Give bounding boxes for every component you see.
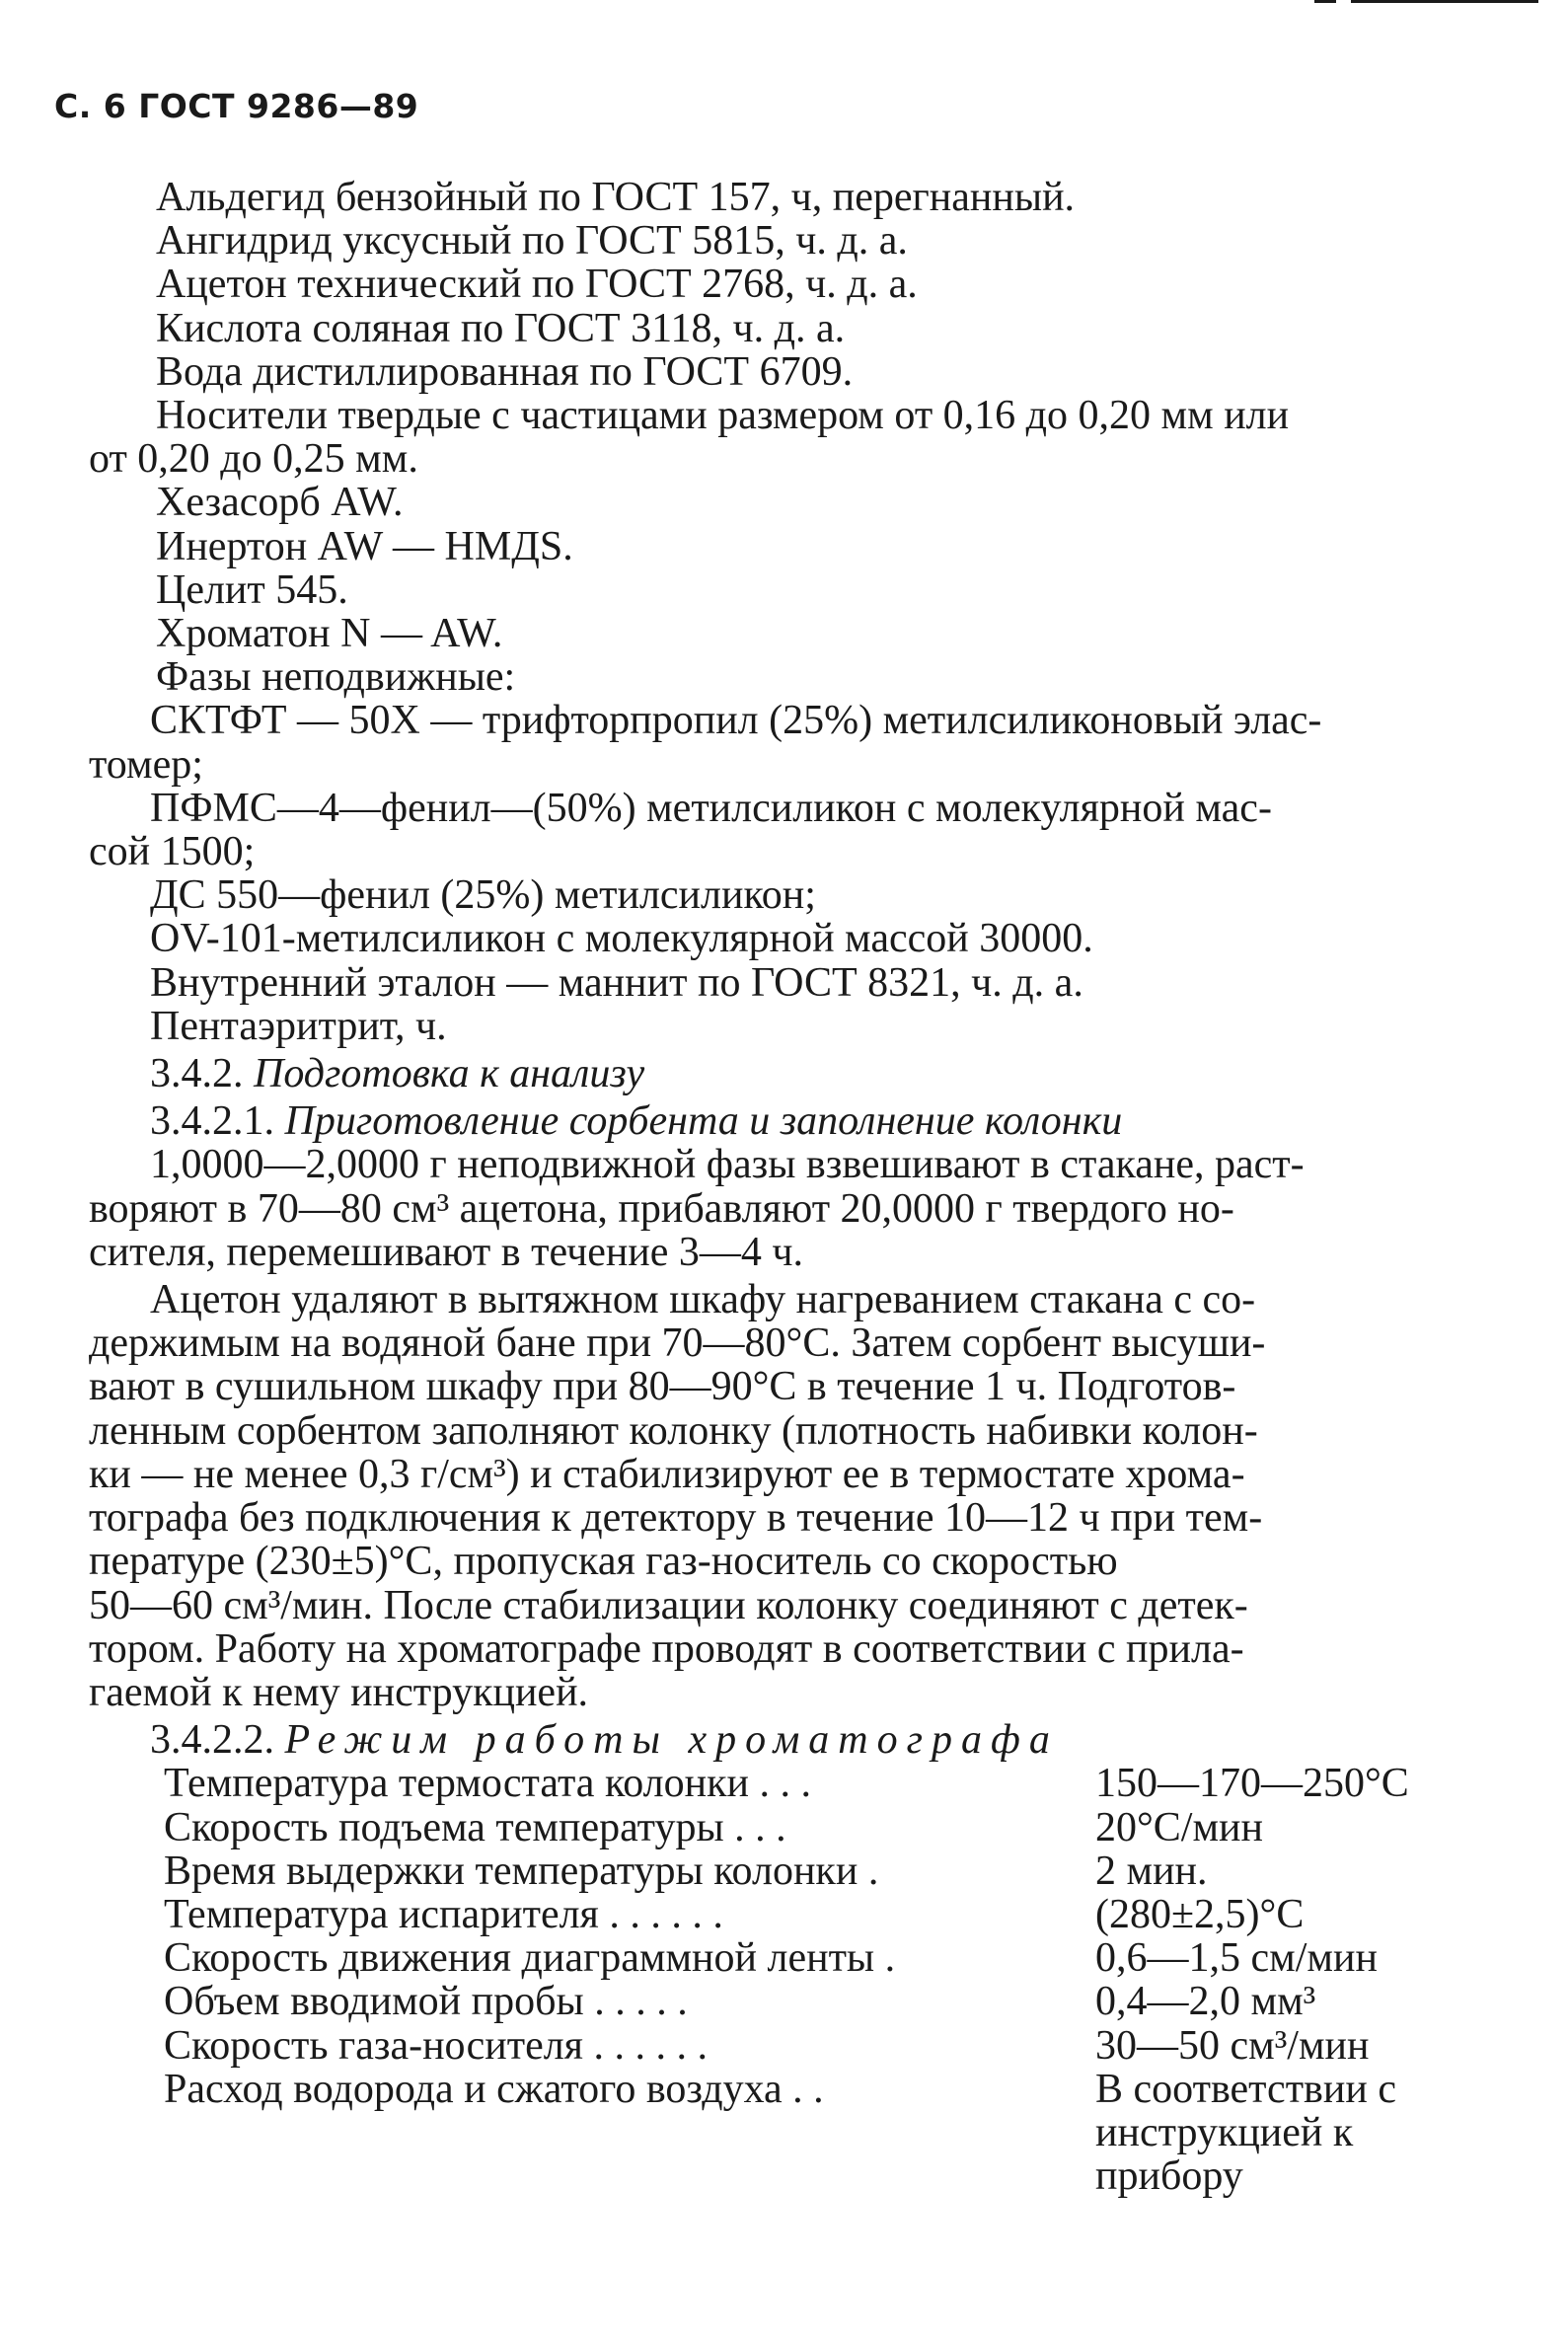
document-body: [89, 176, 1470, 2198]
paragraph-line: вают в сушильном шкафу при 80—90°С в течение 1 ч. Подготов-: [89, 1364, 1236, 1410]
mode-value: инструкцией к: [1095, 2109, 1354, 2155]
mode-value: 0,4—2,0 мм³: [1095, 1979, 1316, 2025]
page-header: С. 6 ГОСТ 9286—89: [54, 87, 419, 125]
mode-label: Скорость подъема температуры . . .: [164, 1805, 786, 1849]
reagent-line: Кислота соляная по ГОСТ 3118, ч. д. а.: [156, 305, 846, 351]
mode-value: 0,6—1,5 см/мин: [1095, 1935, 1378, 1982]
paragraph-line: ленным сорбентом заполняют колонку (плотность набивки колон-: [89, 1407, 1258, 1454]
phase-line: ПФМС—4—фенил—(50%) метилсиликон с молекулярной мас-: [150, 785, 1272, 831]
reagent-line: от 0,20 до 0,25 мм.: [89, 436, 418, 483]
reagent-line: Целит 545.: [156, 566, 348, 613]
reagent-line: Фазы неподвижные:: [156, 654, 516, 701]
reagent-line: Хроматон N — AW.: [156, 611, 503, 657]
mode-label: Объем вводимой пробы . . . . .: [164, 1980, 688, 2024]
paragraph-line: воряют в 70—80 см³ ацетона, прибавляют 20,0000 г твердого но-: [89, 1185, 1234, 1232]
reagent-line: Носители твердые с частицами размером от 0,16 до 0,20 мм или: [156, 393, 1290, 439]
section-heading-3-4-2-1: 3.4.2.1. Приготовление сорбента и заполнение колонки: [150, 1098, 1123, 1145]
mode-label: Скорость движения диаграммной ленты .: [164, 1936, 896, 1981]
mode-label: Скорость газа-носителя . . . . . .: [164, 2023, 708, 2068]
phase-line: сой 1500;: [89, 829, 256, 875]
paragraph-acetone-removal: [89, 1278, 1470, 1714]
mode-label: Время выдержки температуры колонки .: [164, 1849, 879, 1893]
chromatograph-mode-table: [164, 1762, 1470, 2198]
paragraph-line: тором. Работу на хроматографе проводят в соответствии с прила-: [89, 1625, 1244, 1672]
mode-value: 20°С/мин: [1095, 1804, 1264, 1850]
mode-label: [164, 2111, 1095, 2154]
mode-label: Температура термостата колонки . . .: [164, 1762, 811, 1806]
mode-value: (280±2,5)°С: [1095, 1891, 1305, 1937]
paragraph-line: 1,0000—2,0000 г неподвижной фазы взвешивают в стакане, раст-: [150, 1142, 1305, 1188]
mode-value: 30—50 см³/мин: [1095, 2022, 1370, 2069]
mode-value: В соответствии с: [1095, 2066, 1396, 2112]
mode-label: [164, 2154, 1095, 2198]
mode-value: прибору: [1095, 2153, 1243, 2200]
mode-value: 2 мин.: [1095, 1848, 1208, 1894]
reagent-line: Ангидрид уксусный по ГОСТ 5815, ч. д. а.: [156, 218, 908, 264]
reagent-line: Инертон AW — HMДS.: [156, 523, 573, 569]
phase-line: томер;: [89, 741, 203, 788]
paragraph-line: тографа без подключения к детектору в течение 10—12 ч при тем-: [89, 1495, 1263, 1542]
section-heading-3-4-2-2: 3.4.2.2. Режим работы хроматографа: [150, 1717, 1059, 1764]
paragraph-line: сителя, перемешивают в течение 3—4 ч.: [89, 1229, 804, 1275]
mode-value: 150—170—250°С: [1095, 1761, 1409, 1807]
reagent-line: Хезасорб AW.: [156, 480, 404, 526]
etalon-line: Внутренний эталон — маннит по ГОСТ 8321, ч. д. а.: [150, 959, 1083, 1006]
top-rule-short: [1314, 0, 1336, 3]
reagent-line: Альдегид бензойный по ГОСТ 157, ч, перегнанный.: [156, 175, 1076, 220]
paragraph-sorbent-prep: [89, 1143, 1470, 1274]
phase-line: OV-101-метилсиликон с молекулярной массой 30000.: [150, 916, 1093, 962]
paragraph-line: 50—60 см³/мин. После стабилизации колонку соединяют с детек-: [89, 1582, 1248, 1628]
paragraph-line: Ацетон удаляют в вытяжном шкафу нагреванием стакана с со-: [150, 1277, 1256, 1323]
phase-line: ДС 550—фенил (25%) метилсиликон;: [150, 872, 816, 919]
mode-label: Температура испарителя . . . . . .: [164, 1892, 723, 1937]
mode-label: Расход водорода и сжатого воздуха . .: [164, 2067, 824, 2111]
reagent-line: Ацетон технический по ГОСТ 2768, ч. д. а.: [156, 262, 918, 308]
section-heading-3-4-2: 3.4.2. Подготовка к анализу: [150, 1051, 645, 1097]
reagent-line: Вода дистиллированная по ГОСТ 6709.: [156, 348, 854, 395]
paragraph-line: ки — не менее 0,3 г/см³) и стабилизируют ее в термостате хрома-: [89, 1451, 1245, 1497]
phase-line: СКТФТ — 50Х — трифторпропил (25%) метилсиликоновый элас-: [150, 698, 1322, 744]
paragraph-line: держимым на водяной бане при 70—80°С. Затем сорбент высуши-: [89, 1320, 1266, 1367]
top-rule: [1351, 0, 1538, 3]
paragraph-line: пературе (230±5)°С, пропуская газ-носитель со скоростью: [89, 1539, 1118, 1585]
paragraph-line: гаемой к нему инструкцией.: [89, 1669, 589, 1715]
etalon-line: Пентаэритрит, ч.: [150, 1003, 447, 1049]
